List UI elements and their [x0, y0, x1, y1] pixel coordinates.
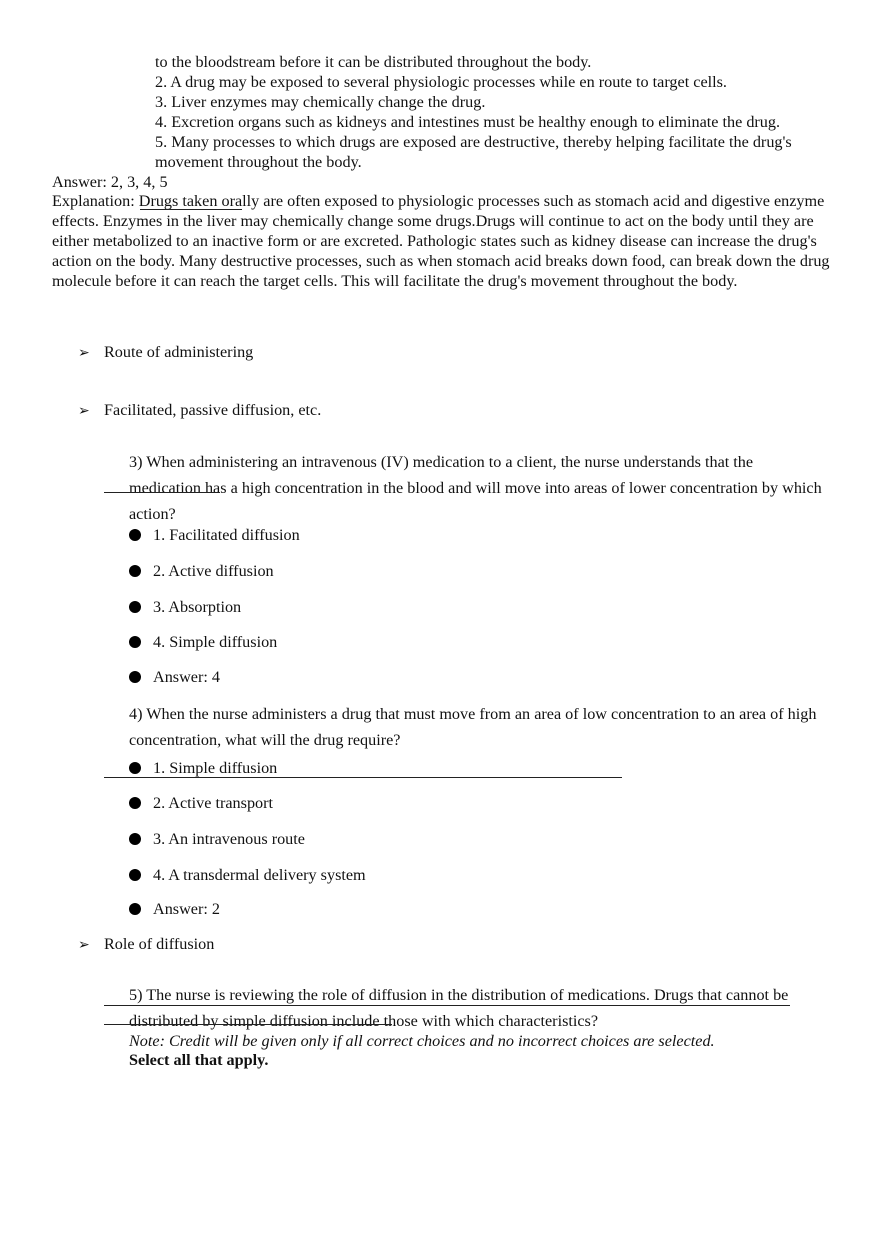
arrow-bullet-icon: ➢ [78, 345, 90, 361]
q3-option-3-label: 3. Absorption [153, 598, 242, 616]
dot-bullet-icon [129, 869, 141, 881]
dot-bullet-icon [129, 797, 141, 809]
arrow-bullet-icon: ➢ [78, 937, 90, 953]
option-4: 4. Excretion organs such as kidneys and intestines must be healthy enough to eliminate the drug. [155, 113, 781, 131]
option-5: 5. Many processes to which drugs are exposed are destructive, thereby helping facilitate the drug's movement throughout the body. [155, 133, 792, 171]
question-3-text: 3) When administering an intravenous (IV) medication to a client, the nurse understands that the medication has a high concentration in the blood and will move into areas of lower concentration by which action? [129, 453, 822, 523]
arrow-bullet-icon: ➢ [78, 403, 90, 419]
q4-option-4 [129, 865, 366, 885]
option-continuation: to the bloodstream before it can be distributed throughout the body. [155, 53, 592, 71]
dot-bullet-icon [129, 529, 141, 541]
q4-option-4-label: 4. A transdermal delivery system [153, 866, 366, 884]
dot-bullet-icon [129, 636, 141, 648]
bullet-facilitated-label: Facilitated, passive diffusion, etc. [104, 401, 322, 419]
option-2: 2. A drug may be exposed to several physiologic processes while en route to target cells. [155, 73, 727, 91]
q3-option-3 [129, 597, 241, 617]
q4-option-1-label: 1. Simple diffusion [153, 759, 278, 777]
dot-bullet-icon [129, 903, 141, 915]
dot-bullet-icon [129, 833, 141, 845]
q4-option-3 [129, 829, 305, 849]
q5-select-all: Select all that apply. [129, 1051, 269, 1069]
answer-q2: Answer: 2, 3, 4, 5 [52, 173, 168, 191]
q4-option-2 [129, 793, 273, 813]
q3-option-2 [129, 561, 274, 581]
dot-bullet-icon [129, 565, 141, 577]
question-5-text: 5) The nurse is reviewing the role of diffusion in the distribution of medications. Drugs that cannot be distributed by simple diffusion include those with which characteristics? [129, 986, 789, 1030]
handwritten-underline [104, 777, 622, 778]
question-4-text: 4) When the nurse administers a drug that must move from an area of low concentration to an area of high concentration, what will the drug require? [129, 705, 817, 749]
dot-bullet-icon [129, 762, 141, 774]
explanation-q2: Explanation: Drugs taken orally are often exposed to physiologic processes such as stomach acid and digestive enzyme effects. Enzymes in the liver may chemically change some drugs.Drugs will continue to act on the body until they are either metabolized to an inactive form or are excreted. Pathologic states such as kidney disease can increase the drug's action on the body. Many destructive processes, such as when stomach acid breaks down food, can break down the drug molecule before it can reach the target cells. This will facilitate the drug's movement throughout the body. [52, 192, 830, 290]
option-3: 3. Liver enzymes may chemically change the drug. [155, 93, 486, 111]
q3-answer-label: Answer: 4 [153, 668, 220, 686]
bullet-facilitated [78, 400, 321, 421]
dot-bullet-icon [129, 601, 141, 613]
q3-option-4-label: 4. Simple diffusion [153, 633, 278, 651]
bullet-role [78, 934, 214, 955]
handwritten-underline [140, 209, 242, 210]
handwritten-underline [104, 492, 220, 493]
q3-option-2-label: 2. Active diffusion [153, 562, 274, 580]
q3-option-1 [129, 525, 300, 545]
q4-answer-label: Answer: 2 [153, 900, 220, 918]
handwritten-underline [104, 1024, 392, 1025]
q5-note: Note: Credit will be given only if all correct choices and no incorrect choices are selected. [129, 1032, 715, 1050]
bullet-role-label: Role of diffusion [104, 935, 215, 953]
q4-answer [129, 899, 220, 919]
q4-option-3-label: 3. An intravenous route [153, 830, 305, 848]
q3-option-1-label: 1. Facilitated diffusion [153, 526, 300, 544]
q3-option-4 [129, 632, 277, 652]
q4-option-1 [129, 758, 277, 778]
bullet-route-label: Route of administering [104, 343, 254, 361]
q3-answer [129, 667, 220, 687]
options-list-q2 [155, 52, 845, 172]
q4-option-2-label: 2. Active transport [153, 794, 274, 812]
dot-bullet-icon [129, 671, 141, 683]
bullet-route [78, 342, 253, 363]
